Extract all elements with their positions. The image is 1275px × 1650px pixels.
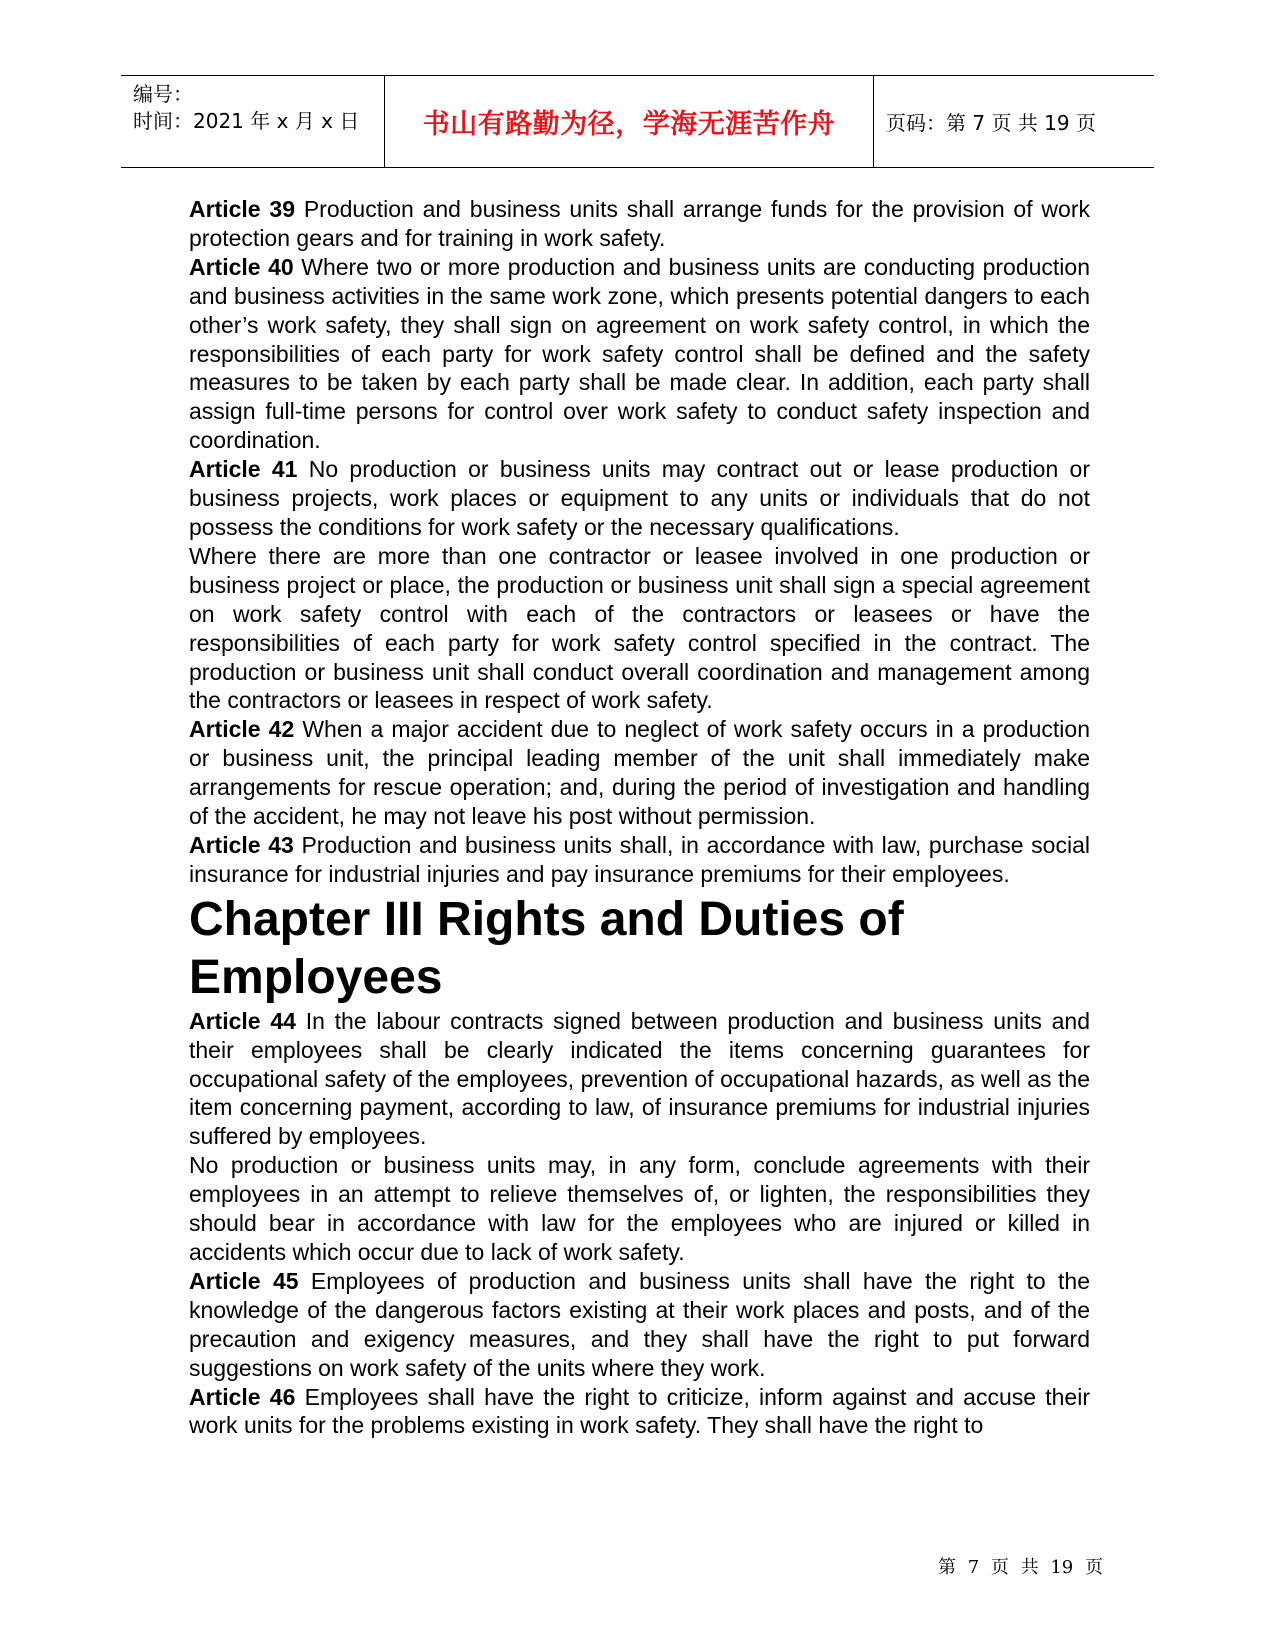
article-42 (189, 715, 1090, 831)
article-46 (189, 1383, 1090, 1441)
article-39 (189, 195, 1090, 253)
article-text: Employees shall have the right to criticize, inform against and accuse their work units for the problems existing in work safety. They shall have the right to (189, 1383, 1090, 1439)
header-left-cell (121, 76, 385, 167)
article-45 (189, 1267, 1090, 1383)
header-motto: 书山有路勤为径，学海无涯苦作舟 (422, 109, 836, 140)
article-text: No production or business units may contract out or lease production or business projects, work places or equipment to any units or individuals that do not possess the conditions for work safety or the necessary qualifications. (189, 456, 1090, 540)
article-text: Employees of production and business units shall have the right to the knowledge of the dangerous factors existing at their work places and posts, and of the precaution and exigency measures, and they shall have the right to put forward suggestions on work safety of the units where they work. (189, 1267, 1090, 1381)
article-text: Production and business units shall, in accordance with law, purchase social insurance for industrial injuries and pay insurance premiums for their employees. (189, 831, 1090, 887)
article-label: Article 40 (189, 253, 294, 280)
article-label: Article 43 (189, 831, 294, 858)
document-time-label: 时间：2021 年 x 月 x 日 (133, 109, 360, 133)
header-right-cell (874, 76, 1154, 167)
article-text: In the labour contracts signed between production and business units and their employees shall be clearly indicated the items concerning guarantees for occupational safety of the employees, prevention of occupational hazards, as well as the item concerning payment, according to law, of insurance premiums for industrial injuries suffered by employees. (189, 1007, 1090, 1150)
article-41-paragraph-2: Where there are more than one contractor or leasee involved in one production or business project or place, the production or business unit shall sign a special agreement on work safety control with each of the contractors or leasees or have the responsibilities of each party for work safety control specified in the contract. The production or business unit shall conduct overall coordination and management among the contractors or leasees in respect of work safety. (189, 542, 1090, 714)
article-text: Where two or more production and business units are conducting production and business activities in the same work zone, which presents potential dangers to each other’s work safety, they shall sign on agreement on work safety control, in which the responsibilities of each party for work safety control shall be defined and the safety measures to be taken by each party shall be made clear. In addition, each party shall assign full-time persons for control over work safety to conduct safety inspection and coordination. (189, 253, 1090, 454)
article-label: Article 46 (189, 1383, 296, 1410)
header-table (121, 75, 1154, 168)
article-label: Article 45 (189, 1267, 299, 1294)
header-page-info: 页码：第 7 页 共 19 页 (886, 111, 1096, 135)
article-44 (189, 1007, 1090, 1152)
article-44-paragraph-2: No production or business units may, in any form, conclude agreements with their employees in an attempt to relieve themselves of, or lighten, the responsibilities they should bear in accordance with law for the employees who are injured or killed in accidents which occur due to lack of work safety. (189, 1152, 1090, 1265)
article-41 (189, 455, 1090, 542)
document-body (189, 195, 1090, 1440)
header-middle-cell (385, 76, 874, 167)
chapter-heading: Chapter III Rights and Duties of Employees (189, 892, 904, 1004)
article-label: Article 41 (189, 456, 298, 483)
article-text: Production and business units shall arrange funds for the provision of work protection gears and for training in work safety. (189, 196, 1090, 251)
article-43 (189, 831, 1090, 889)
article-label: Article 39 (189, 196, 295, 222)
article-label: Article 42 (189, 716, 295, 743)
footer-page-number: 第 7 页 共 19 页 (938, 1557, 1103, 1578)
article-text: When a major accident due to neglect of work safety occurs in a production or business unit, the principal leading member of the unit shall immediately make arrangements for rescue operation; and, during the period of investigation and handling of the accident, he may not leave his post without permission. (189, 716, 1091, 830)
article-40 (189, 253, 1090, 455)
document-number-label: 编号： (133, 82, 193, 106)
article-label: Article 44 (189, 1007, 296, 1034)
